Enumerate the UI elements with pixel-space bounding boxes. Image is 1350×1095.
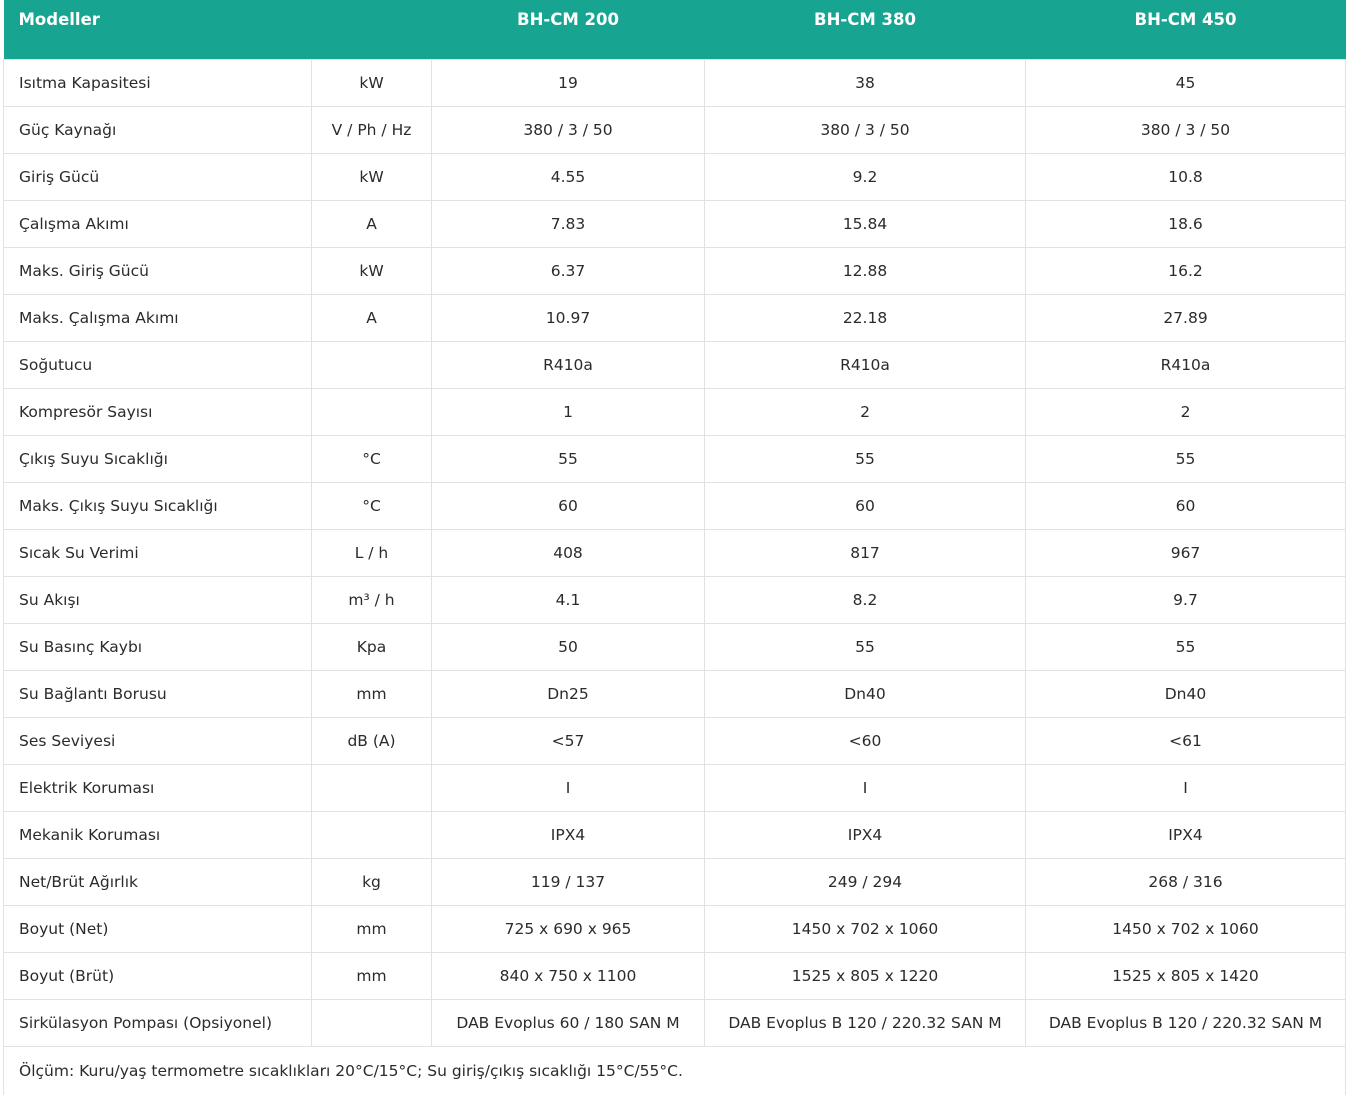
row-value-model-3: 380 / 3 / 50 xyxy=(1026,106,1346,153)
row-value-model-1: 50 xyxy=(432,623,705,670)
footnote: Ölçüm: Kuru/yaş termometre sıcaklıkları 20°C/15°C; Su giriş/çıkış sıcaklığı 15°C/55°C. xyxy=(4,1046,1346,1095)
row-value-model-1: 408 xyxy=(432,529,705,576)
row-value-model-2: 1525 x 805 x 1220 xyxy=(705,952,1026,999)
row-unit: mm xyxy=(312,952,432,999)
row-value-model-2: 15.84 xyxy=(705,200,1026,247)
header-model-2: BH-CM 380 xyxy=(705,0,1026,59)
row-label: Elektrik Koruması xyxy=(4,764,312,811)
header-model-3: BH-CM 450 xyxy=(1026,0,1346,59)
row-value-model-1: R410a xyxy=(432,341,705,388)
row-value-model-1: DAB Evoplus 60 / 180 SAN M xyxy=(432,999,705,1046)
row-unit: A xyxy=(312,200,432,247)
row-label: Su Bağlantı Borusu xyxy=(4,670,312,717)
table-row xyxy=(4,670,1346,717)
row-value-model-2: 9.2 xyxy=(705,153,1026,200)
row-label: Soğutucu xyxy=(4,341,312,388)
row-value-model-1: Dn25 xyxy=(432,670,705,717)
table-row xyxy=(4,294,1346,341)
row-value-model-1: 4.55 xyxy=(432,153,705,200)
row-value-model-2: 2 xyxy=(705,388,1026,435)
table-row xyxy=(4,717,1346,764)
row-value-model-1: 10.97 xyxy=(432,294,705,341)
row-value-model-3: I xyxy=(1026,764,1346,811)
row-value-model-3: 967 xyxy=(1026,529,1346,576)
row-value-model-1: 725 x 690 x 965 xyxy=(432,905,705,952)
row-label: Isıtma Kapasitesi xyxy=(4,59,312,106)
table-row xyxy=(4,952,1346,999)
row-value-model-2: 8.2 xyxy=(705,576,1026,623)
table-row xyxy=(4,435,1346,482)
row-unit: L / h xyxy=(312,529,432,576)
table-body xyxy=(4,59,1346,1046)
row-unit: kg xyxy=(312,858,432,905)
row-value-model-1: 6.37 xyxy=(432,247,705,294)
row-value-model-3: 55 xyxy=(1026,623,1346,670)
table-row xyxy=(4,529,1346,576)
row-value-model-1: I xyxy=(432,764,705,811)
row-value-model-3: 10.8 xyxy=(1026,153,1346,200)
row-value-model-2: R410a xyxy=(705,341,1026,388)
row-value-model-3: 55 xyxy=(1026,435,1346,482)
row-value-model-2: 22.18 xyxy=(705,294,1026,341)
row-value-model-3: <61 xyxy=(1026,717,1346,764)
row-value-model-3: 9.7 xyxy=(1026,576,1346,623)
row-unit: dB (A) xyxy=(312,717,432,764)
header-row xyxy=(4,0,1346,59)
row-label: Kompresör Sayısı xyxy=(4,388,312,435)
row-value-model-3: 2 xyxy=(1026,388,1346,435)
table-row xyxy=(4,341,1346,388)
row-value-model-2: 1450 x 702 x 1060 xyxy=(705,905,1026,952)
table-row xyxy=(4,811,1346,858)
row-unit xyxy=(312,341,432,388)
table-row xyxy=(4,623,1346,670)
row-label: Çalışma Akımı xyxy=(4,200,312,247)
row-label: Maks. Giriş Gücü xyxy=(4,247,312,294)
row-label: Güç Kaynağı xyxy=(4,106,312,153)
row-value-model-2: 249 / 294 xyxy=(705,858,1026,905)
row-unit: kW xyxy=(312,153,432,200)
row-value-model-1: <57 xyxy=(432,717,705,764)
row-unit: A xyxy=(312,294,432,341)
row-label: Giriş Gücü xyxy=(4,153,312,200)
row-label: Boyut (Net) xyxy=(4,905,312,952)
row-value-model-3: 60 xyxy=(1026,482,1346,529)
row-value-model-3: Dn40 xyxy=(1026,670,1346,717)
row-unit xyxy=(312,388,432,435)
row-value-model-1: 4.1 xyxy=(432,576,705,623)
row-value-model-2: 55 xyxy=(705,435,1026,482)
spec-table xyxy=(3,0,1346,1095)
row-unit: mm xyxy=(312,905,432,952)
table-row xyxy=(4,764,1346,811)
row-unit: mm xyxy=(312,670,432,717)
table-row xyxy=(4,153,1346,200)
row-value-model-2: 38 xyxy=(705,59,1026,106)
row-value-model-1: 380 / 3 / 50 xyxy=(432,106,705,153)
row-label: Maks. Çalışma Akımı xyxy=(4,294,312,341)
table-row xyxy=(4,247,1346,294)
row-value-model-1: 840 x 750 x 1100 xyxy=(432,952,705,999)
row-value-model-3: IPX4 xyxy=(1026,811,1346,858)
table-row xyxy=(4,858,1346,905)
header-models: Modeller xyxy=(4,0,312,59)
row-value-model-3: 16.2 xyxy=(1026,247,1346,294)
row-value-model-1: 1 xyxy=(432,388,705,435)
table-row xyxy=(4,388,1346,435)
row-value-model-2: DAB Evoplus B 120 / 220.32 SAN M xyxy=(705,999,1026,1046)
row-value-model-2: Dn40 xyxy=(705,670,1026,717)
table-row xyxy=(4,200,1346,247)
row-value-model-3: 1525 x 805 x 1420 xyxy=(1026,952,1346,999)
row-unit: kW xyxy=(312,247,432,294)
row-value-model-2: 817 xyxy=(705,529,1026,576)
row-value-model-2: I xyxy=(705,764,1026,811)
row-label: Sirkülasyon Pompası (Opsiyonel) xyxy=(4,999,312,1046)
row-value-model-3: 27.89 xyxy=(1026,294,1346,341)
row-value-model-2: 60 xyxy=(705,482,1026,529)
row-value-model-1: 7.83 xyxy=(432,200,705,247)
row-value-model-1: 19 xyxy=(432,59,705,106)
row-value-model-2: <60 xyxy=(705,717,1026,764)
row-value-model-3: DAB Evoplus B 120 / 220.32 SAN M xyxy=(1026,999,1346,1046)
row-label: Net/Brüt Ağırlık xyxy=(4,858,312,905)
row-label: Ses Seviyesi xyxy=(4,717,312,764)
row-label: Boyut (Brüt) xyxy=(4,952,312,999)
row-value-model-2: 380 / 3 / 50 xyxy=(705,106,1026,153)
row-unit xyxy=(312,764,432,811)
table-footer xyxy=(4,1046,1346,1095)
row-value-model-3: 45 xyxy=(1026,59,1346,106)
table-row xyxy=(4,999,1346,1046)
table-row xyxy=(4,106,1346,153)
row-label: Sıcak Su Verimi xyxy=(4,529,312,576)
row-value-model-3: 18.6 xyxy=(1026,200,1346,247)
row-value-model-2: 55 xyxy=(705,623,1026,670)
row-value-model-3: 268 / 316 xyxy=(1026,858,1346,905)
table-row xyxy=(4,59,1346,106)
row-value-model-3: R410a xyxy=(1026,341,1346,388)
row-value-model-2: 12.88 xyxy=(705,247,1026,294)
footnote-row xyxy=(4,1046,1346,1095)
table-row xyxy=(4,905,1346,952)
header-model-1: BH-CM 200 xyxy=(432,0,705,59)
header-unit xyxy=(312,0,432,59)
row-value-model-1: 55 xyxy=(432,435,705,482)
row-unit: V / Ph / Hz xyxy=(312,106,432,153)
row-value-model-2: IPX4 xyxy=(705,811,1026,858)
row-unit: m³ / h xyxy=(312,576,432,623)
row-label: Çıkış Suyu Sıcaklığı xyxy=(4,435,312,482)
row-value-model-1: 119 / 137 xyxy=(432,858,705,905)
row-label: Maks. Çıkış Suyu Sıcaklığı xyxy=(4,482,312,529)
row-unit xyxy=(312,999,432,1046)
row-unit: °C xyxy=(312,482,432,529)
row-label: Su Basınç Kaybı xyxy=(4,623,312,670)
row-label: Mekanik Koruması xyxy=(4,811,312,858)
row-unit xyxy=(312,811,432,858)
row-value-model-1: 60 xyxy=(432,482,705,529)
row-unit: °C xyxy=(312,435,432,482)
row-unit: Kpa xyxy=(312,623,432,670)
row-value-model-1: IPX4 xyxy=(432,811,705,858)
row-value-model-3: 1450 x 702 x 1060 xyxy=(1026,905,1346,952)
row-unit: kW xyxy=(312,59,432,106)
table-header xyxy=(4,0,1346,59)
row-label: Su Akışı xyxy=(4,576,312,623)
table-row xyxy=(4,576,1346,623)
table-row xyxy=(4,482,1346,529)
